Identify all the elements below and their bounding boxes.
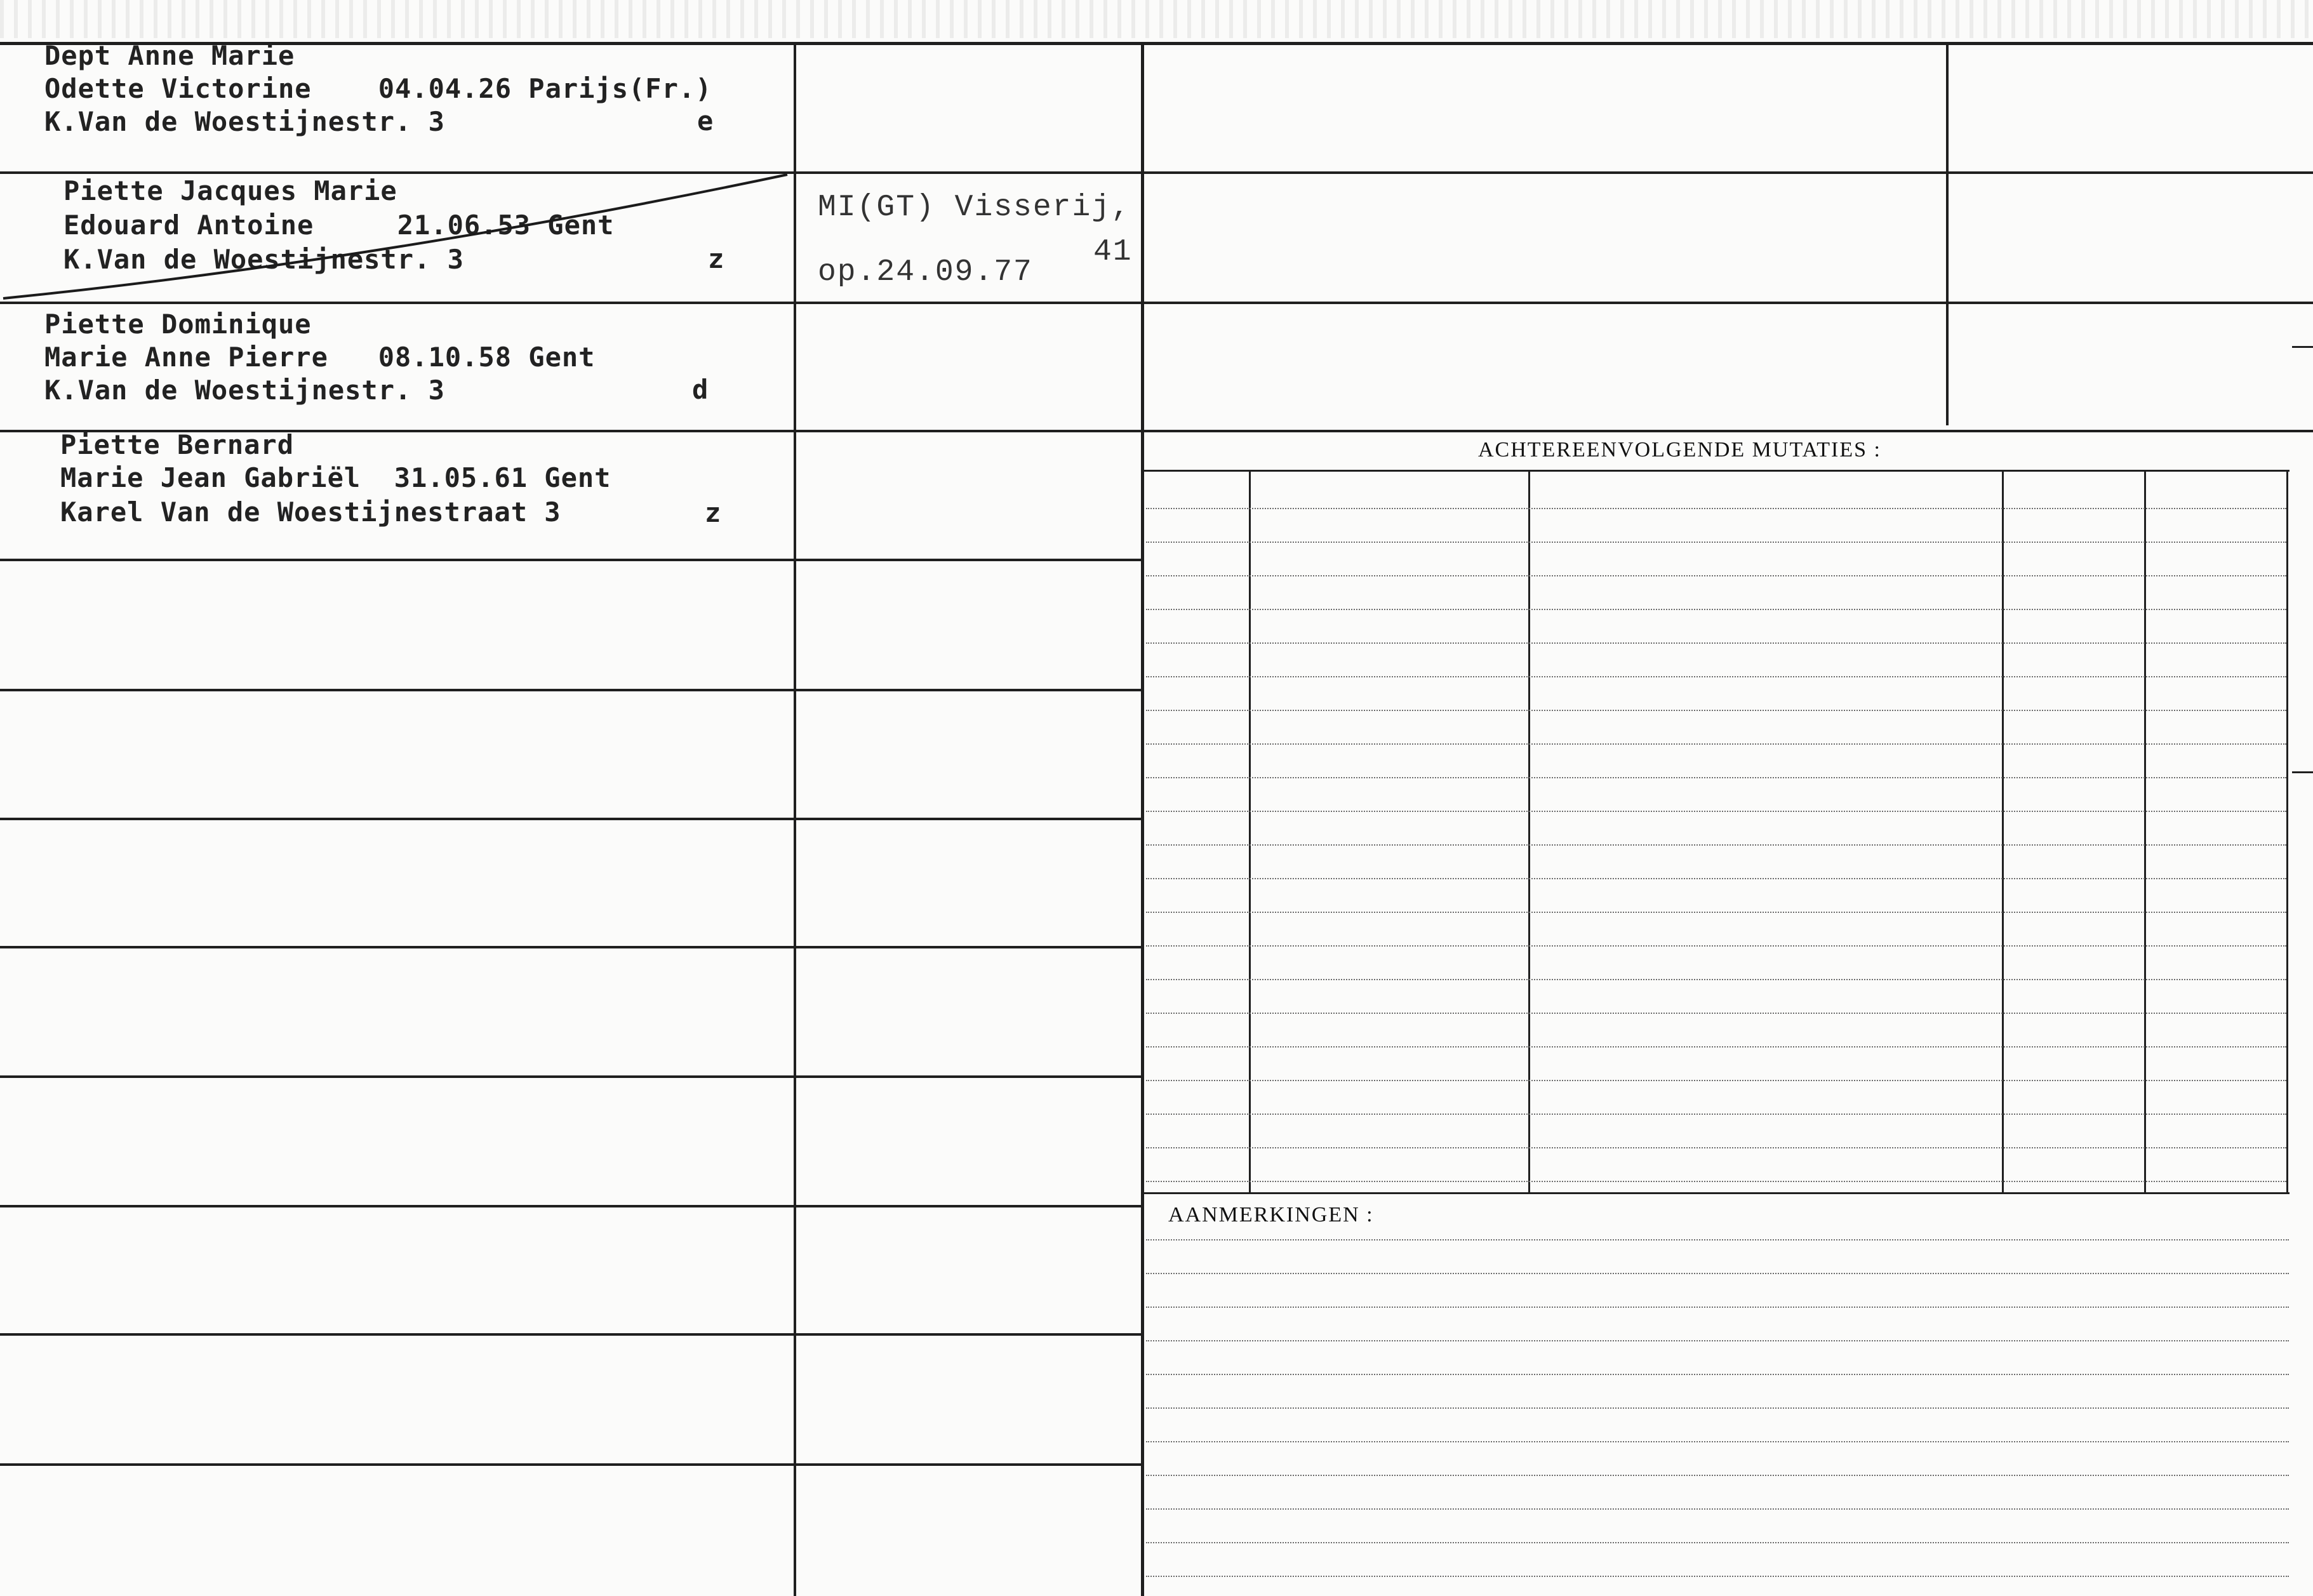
entry-address: K.Van de Woestijnestr. 3 (44, 375, 445, 406)
entry-given-names-birth: Edouard Antoine 21.06.53 Gent (63, 209, 615, 241)
person-entry (44, 39, 794, 166)
status-note-line2: op.24.09.77 (818, 255, 1033, 289)
mutaties-col-divider (1249, 471, 1251, 1194)
row-line (0, 818, 1143, 820)
divider-left (794, 44, 796, 1596)
edge-tick (2292, 771, 2313, 773)
mutaties-col-divider (2002, 471, 2004, 1194)
entry-name: Dept Anne Marie (44, 40, 295, 71)
status-note-line1: MI(GT) Visserij, (818, 190, 1131, 225)
divider-middle (1141, 44, 1144, 1596)
mutaties-col-divider (2144, 471, 2146, 1194)
edge-tick (2292, 346, 2313, 348)
mutaties-header-line (1143, 470, 2290, 472)
row-line (0, 689, 1143, 691)
aanmerkingen-label: AANMERKINGEN : (1168, 1203, 1374, 1227)
entry-code: d (692, 374, 709, 405)
strike-through-line (0, 171, 794, 305)
entry-name: Piette Bernard (60, 429, 295, 460)
row-line (0, 946, 1143, 948)
entry-given-names-birth: Marie Anne Pierre 08.10.58 Gent (44, 342, 596, 373)
entry-given-names-birth: Odette Victorine 04.04.26 Parijs(Fr.) (44, 73, 712, 104)
entry-name: Piette Jacques Marie (63, 175, 397, 206)
entry-code: z (705, 497, 721, 528)
right-row-line (1143, 430, 2313, 432)
divider-right-top (1946, 44, 1949, 425)
row-line (0, 1463, 1143, 1466)
row-line (0, 1333, 1143, 1336)
scan-noise-top (0, 0, 2313, 38)
person-entry (44, 429, 794, 555)
right-row-line (1143, 171, 2313, 174)
mutaties-bottom-line (1143, 1192, 2290, 1194)
mutaties-col-divider (2286, 471, 2288, 1194)
entry-name: Piette Dominique (44, 309, 312, 340)
mutaties-col-divider (1528, 471, 1530, 1194)
mutaties-label: ACHTEREENVOLGENDE MUTATIES : (1478, 438, 1881, 462)
entry-address: K.Van de Woestijnestr. 3 (44, 106, 445, 137)
right-row-line (1143, 302, 2313, 304)
entry-code: e (697, 105, 714, 136)
entry-address: K.Van de Woestijnestr. 3 (63, 244, 464, 275)
entry-given-names-birth: Marie Jean Gabriël 31.05.61 Gent (60, 462, 611, 493)
row-line (0, 1205, 1143, 1207)
status-note-number: 41 (1093, 235, 1133, 269)
entry-address: Karel Van de Woestijnestraat 3 (60, 496, 561, 528)
person-entry (44, 308, 794, 435)
row-line (0, 559, 1143, 561)
row-line (0, 1075, 1143, 1078)
entry-code: z (708, 243, 724, 274)
